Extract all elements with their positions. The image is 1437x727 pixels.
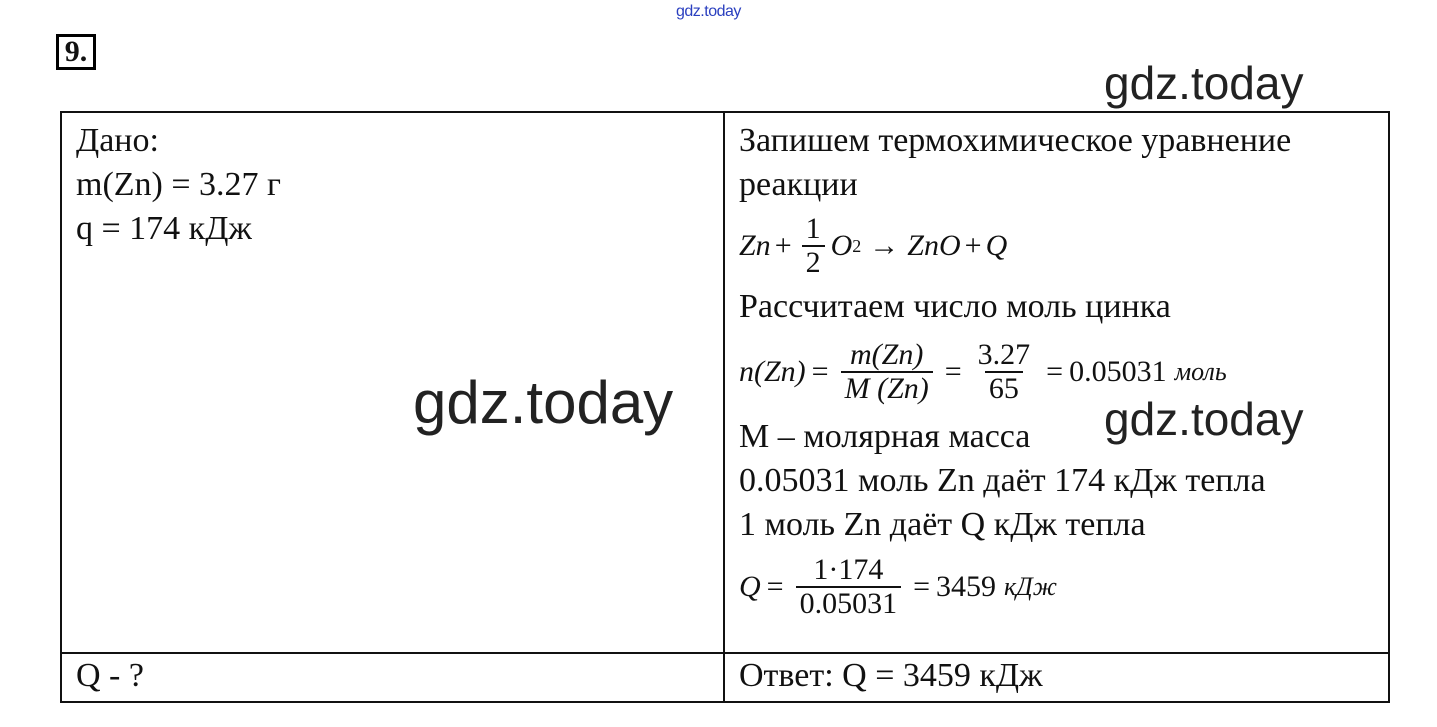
moles-den1: M (Zn) bbox=[841, 371, 933, 405]
moles-num1: m(Zn) bbox=[850, 338, 924, 371]
watermark-right-top: gdz.today bbox=[1104, 57, 1304, 109]
moles-frac2 bbox=[974, 339, 1035, 405]
heat-eq2: = bbox=[913, 570, 931, 603]
moles-eq1: = bbox=[811, 355, 829, 388]
heat-lhs: Q bbox=[739, 570, 761, 603]
heat-result: 3459 bbox=[936, 570, 997, 603]
watermark-center: gdz.today bbox=[413, 369, 674, 436]
eq-o2: O bbox=[830, 229, 853, 262]
task-number: 9. bbox=[56, 34, 96, 70]
proportion-line-b: 1 моль Zn даёт Q кДж тепла bbox=[739, 506, 1146, 543]
moles-den2: 65 bbox=[985, 371, 1023, 405]
eq-o2-sub: 2 bbox=[852, 235, 862, 256]
reaction-equation bbox=[739, 207, 1388, 285]
solution-intro-line2: реакции bbox=[739, 166, 858, 203]
heat-num: 1·174 bbox=[813, 553, 884, 586]
find-cell: Q - ? bbox=[61, 653, 724, 702]
heat-formula bbox=[739, 547, 1388, 627]
eq-q: Q bbox=[985, 229, 1008, 262]
calc-intro: Рассчитаем число моль цинка bbox=[739, 288, 1171, 325]
solution-intro-line1: Запишем термохимическое уравнение bbox=[739, 122, 1292, 159]
heat-eq1: = bbox=[766, 570, 784, 603]
eq-zn: Zn bbox=[739, 229, 771, 262]
moles-eq2: = bbox=[944, 355, 962, 388]
given-title: Дано: bbox=[76, 122, 159, 159]
eq-product: ZnO bbox=[907, 229, 961, 262]
heat-frac bbox=[796, 554, 902, 620]
given-heat: q = 174 кДж bbox=[76, 210, 252, 247]
eq-arrow: → bbox=[869, 229, 900, 262]
moles-num2: 3.27 bbox=[977, 338, 1031, 371]
heat-unit: кДж bbox=[1004, 572, 1057, 601]
moles-unit: моль bbox=[1174, 357, 1227, 386]
molar-mass-note: M – молярная масса bbox=[739, 418, 1031, 455]
eq-plus2: + bbox=[964, 229, 982, 262]
eq-frac-num: 1 bbox=[805, 212, 821, 245]
moles-result: 0.05031 bbox=[1069, 355, 1167, 388]
eq-plus1: + bbox=[774, 229, 792, 262]
moles-formula bbox=[739, 329, 1388, 415]
answer-cell: Ответ: Q = 3459 кДж bbox=[724, 653, 1389, 702]
watermark-top: gdz.today bbox=[676, 3, 741, 20]
eq-frac-den: 2 bbox=[802, 245, 825, 279]
proportion-line-a: 0.05031 моль Zn даёт 174 кДж тепла bbox=[739, 462, 1266, 499]
moles-eq3: = bbox=[1046, 355, 1064, 388]
eq-fraction bbox=[802, 213, 825, 279]
heat-den: 0.05031 bbox=[796, 586, 902, 620]
solution-cell bbox=[724, 112, 1389, 653]
moles-lhs: n(Zn) bbox=[739, 355, 806, 388]
solution-table bbox=[60, 111, 1390, 703]
given-mass: m(Zn) = 3.27 г bbox=[76, 166, 281, 203]
moles-frac1 bbox=[841, 339, 933, 405]
watermark-right-mid: gdz.today bbox=[1104, 393, 1304, 445]
